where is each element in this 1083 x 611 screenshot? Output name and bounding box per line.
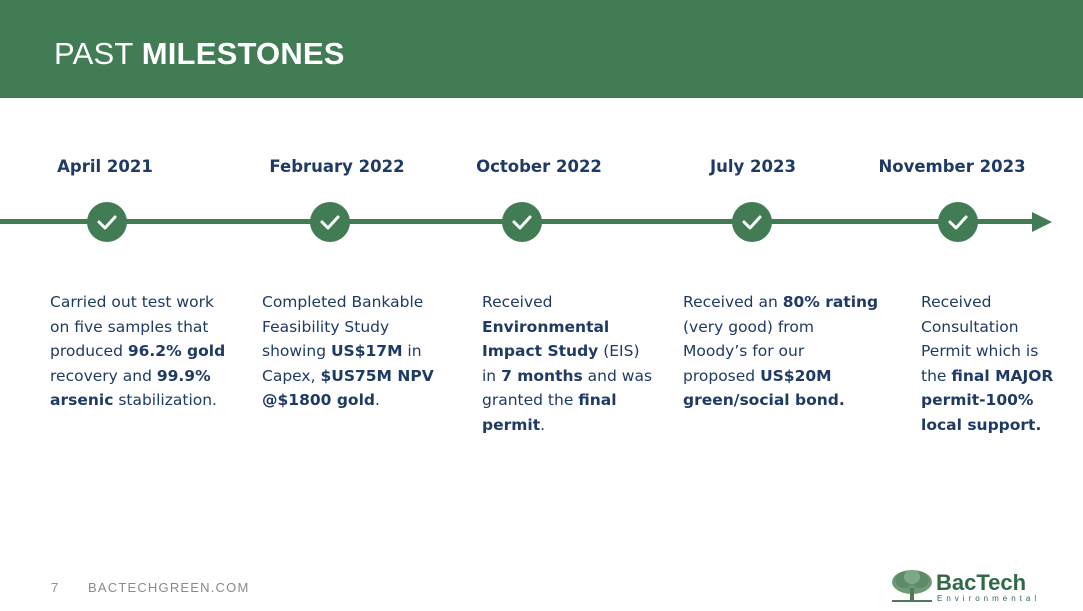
description-line <box>683 290 878 315</box>
milestone-checkpoint <box>938 202 978 242</box>
milestone-description <box>683 290 878 413</box>
description-text: Carried out test work <box>50 293 214 311</box>
arrow-head-icon <box>1032 212 1052 232</box>
checkmark-icon <box>310 202 350 242</box>
description-bold-text: permit <box>482 415 541 434</box>
description-bold-text: Impact Study <box>482 342 599 360</box>
description-text: granted the <box>482 391 579 409</box>
description-text: . <box>374 391 380 409</box>
website-link[interactable]: BACTECHGREEN.COM <box>88 580 250 595</box>
description-bold-text: US$17M <box>330 342 403 360</box>
description-text: Consultation <box>921 317 1019 336</box>
logo-subtitle: Environmental <box>937 594 1041 603</box>
description-line <box>50 315 225 340</box>
header-banner <box>0 0 1083 98</box>
description-text: and was <box>582 366 653 385</box>
description-line <box>262 290 434 315</box>
description-text: recovery and <box>50 366 157 385</box>
title-bold: MILESTONES <box>141 36 345 71</box>
description-bold-text: Environmental <box>482 317 610 336</box>
description-line <box>482 315 652 340</box>
description-text: (very good) from <box>683 317 814 336</box>
description-bold-text: final <box>578 391 617 409</box>
milestone-date-july-2023: July 2023 <box>710 157 796 176</box>
description-line <box>921 290 1053 315</box>
description-text: Capex, <box>262 366 321 385</box>
description-text: Completed Bankable <box>262 293 424 311</box>
description-bold-text: 99.9% <box>156 366 211 385</box>
description-text: in <box>482 366 502 385</box>
description-bold-text: $US75M NPV <box>320 366 434 385</box>
description-bold-text: final MAJOR <box>951 366 1054 385</box>
description-text: proposed <box>683 366 761 385</box>
description-text: showing <box>262 342 331 360</box>
description-line <box>921 364 1053 389</box>
description-text: in <box>402 342 422 360</box>
milestone-date-april-2021: April 2021 <box>57 157 153 176</box>
description-line <box>262 364 434 389</box>
milestone-date-november-2023: November 2023 <box>878 157 1026 176</box>
description-line <box>921 413 1053 438</box>
page-number: 7 <box>51 580 60 595</box>
description-text: Received <box>921 293 992 311</box>
milestone-checkpoint <box>310 202 350 242</box>
bactech-logo <box>890 568 1050 606</box>
description-line <box>482 364 652 389</box>
description-line <box>482 290 652 315</box>
description-line <box>921 315 1053 340</box>
description-text: Received <box>482 293 553 311</box>
description-line <box>683 388 878 413</box>
description-line <box>482 339 652 364</box>
checkmark-icon <box>938 202 978 242</box>
description-text: Permit which is <box>921 342 1039 360</box>
description-line <box>683 315 878 340</box>
checkmark-icon <box>87 202 127 242</box>
milestone-description <box>50 290 225 413</box>
description-line <box>921 388 1053 413</box>
description-line <box>50 339 225 364</box>
description-line <box>50 388 225 413</box>
milestone-description <box>482 290 652 437</box>
description-line <box>50 364 225 389</box>
tree-logo-icon <box>890 568 934 604</box>
description-line <box>262 339 434 364</box>
checkmark-icon <box>732 202 772 242</box>
description-bold-text: arsenic <box>50 391 114 409</box>
description-text: Moody’s for our <box>683 342 805 360</box>
description-line <box>683 364 878 389</box>
page-title <box>54 36 345 72</box>
description-bold-text: 96.2% gold <box>127 342 226 360</box>
description-text: . <box>540 415 546 434</box>
description-bold-text: permit-100% <box>921 391 1034 409</box>
description-bold-text: green/social bond. <box>683 391 845 409</box>
milestone-date-october-2022: October 2022 <box>476 157 602 176</box>
milestone-checkpoint <box>732 202 772 242</box>
milestone-checkpoint <box>502 202 542 242</box>
description-text: the <box>921 366 952 385</box>
description-bold-text: 7 months <box>501 366 583 385</box>
milestone-date-february-2022: February 2022 <box>269 157 405 176</box>
logo-name: BacTech <box>936 570 1027 595</box>
checkmark-icon <box>502 202 542 242</box>
description-line <box>50 290 225 315</box>
description-bold-text: 80% rating <box>782 293 879 311</box>
description-text: (EIS) <box>598 342 640 360</box>
description-text: on five samples that <box>50 317 209 336</box>
description-line <box>921 339 1053 364</box>
milestone-checkpoint <box>87 202 127 242</box>
description-text: Feasibility Study <box>262 317 390 336</box>
description-line <box>262 388 434 413</box>
description-line <box>482 388 652 413</box>
description-line <box>683 339 878 364</box>
description-line <box>482 413 652 438</box>
description-bold-text: local support. <box>921 415 1042 434</box>
description-bold-text: @$1800 gold <box>262 391 375 409</box>
description-text: produced <box>50 342 128 360</box>
milestone-description <box>262 290 434 413</box>
milestone-description <box>921 290 1053 437</box>
title-light: PAST <box>54 36 142 71</box>
description-line <box>262 315 434 340</box>
description-bold-text: US$20M <box>760 366 832 385</box>
description-text: stabilization. <box>113 391 217 409</box>
description-text: Received an <box>683 293 783 311</box>
